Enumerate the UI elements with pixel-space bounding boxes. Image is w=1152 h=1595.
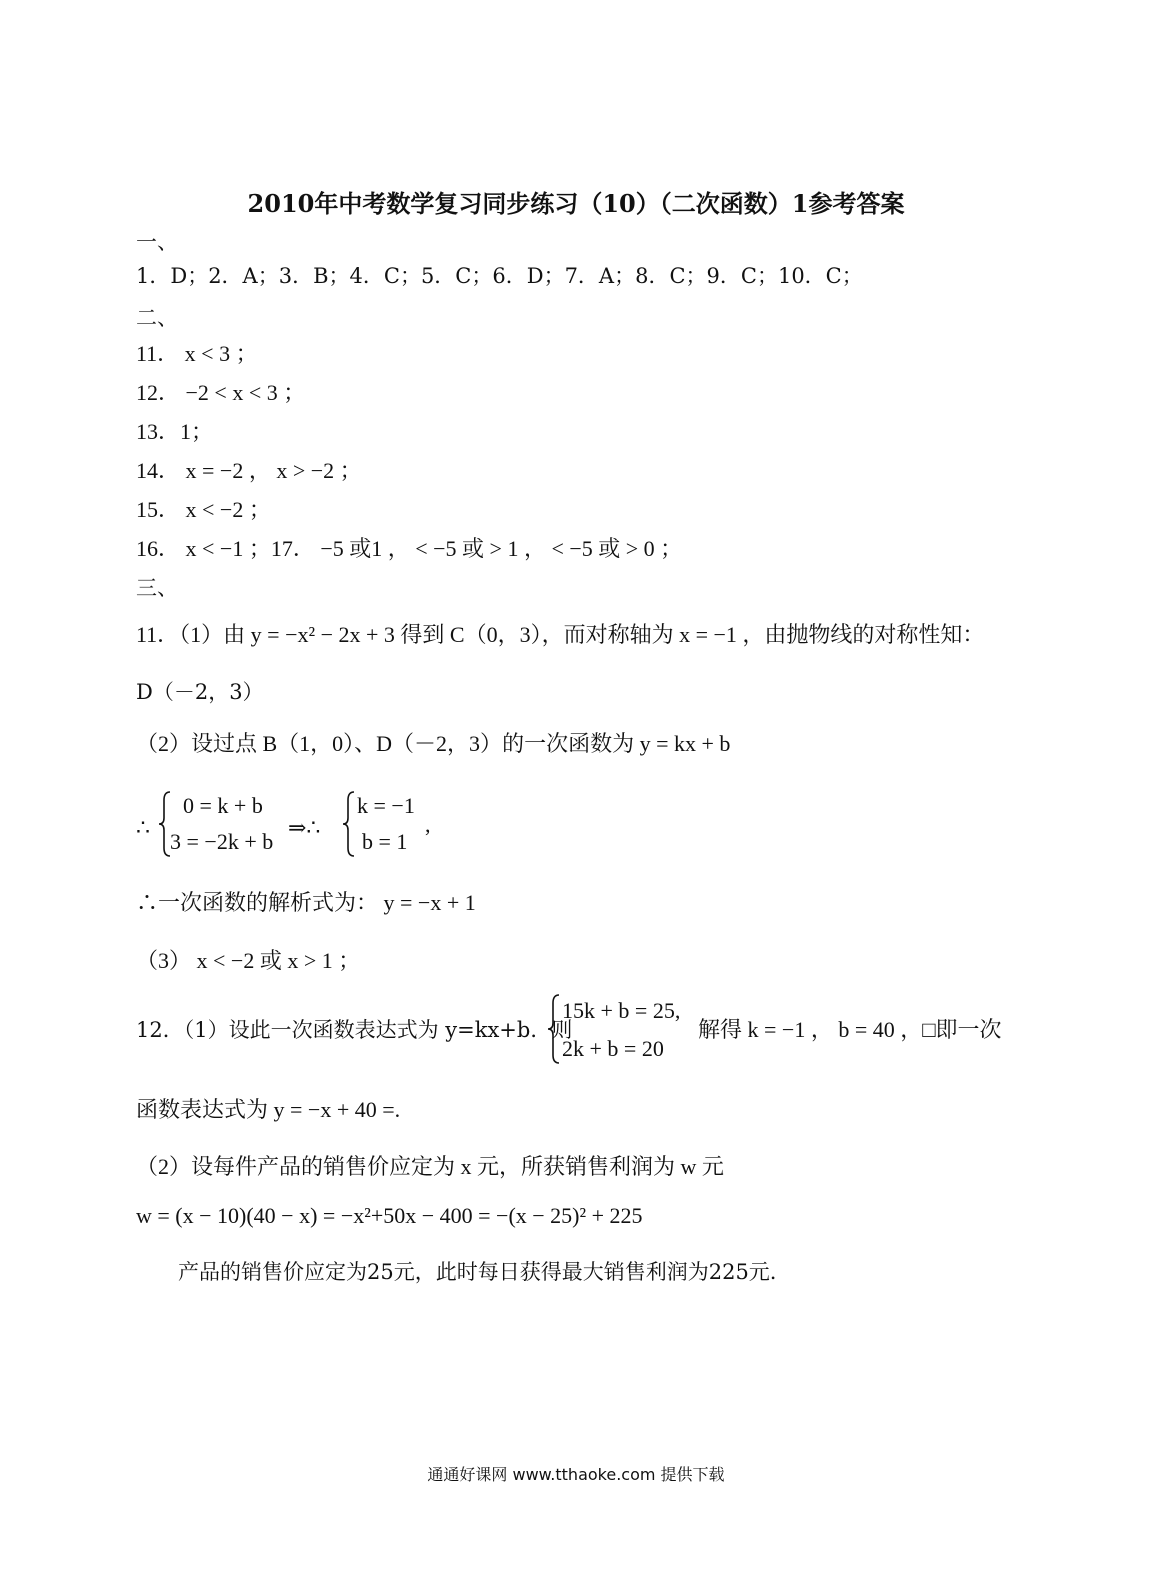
therefore-symbol: ∴ <box>136 815 150 840</box>
q12-part2: （2）设每件产品的销售价应定为 x 元，所获销售利润为 w 元 <box>136 1154 724 1179</box>
answer-14: 14． x = −2 ， x > −2 ； <box>136 458 362 483</box>
q12-system-row2: 2k + b = 20 <box>562 1036 664 1061</box>
system1-row1: 0 = k + b <box>183 793 263 818</box>
left-brace-icon <box>342 790 356 858</box>
document-title: 2010年中考数学复习同步练习（10）（二次函数）1参考答案 <box>247 189 905 218</box>
q12-profit-equation: w = (x − 10)(40 − x) = −x²+50x − 400 = −(x − 25)² + 225 <box>136 1203 643 1228</box>
q12-part1-post: 解得 k = −1 ， b = 40 ，□即一次 <box>698 1017 1002 1042</box>
system1-row2: 3 = −2k + b <box>170 829 274 854</box>
system2-row2: b = 1 <box>362 829 408 854</box>
section-heading-2: 二、 <box>136 306 178 330</box>
section-heading-1: 一、 <box>136 230 178 254</box>
footer-credit: 通通好课网 www.tthaoke.com 提供下载 <box>427 1465 725 1484</box>
answer-12: 12． −2 < x < 3 ； <box>136 380 306 405</box>
implies-symbol: ⇒∴ <box>288 815 321 840</box>
answer-16-17: 16． x < −1 ；17． −5 或1 ， < −5 或 > 1 ， < −5 或 > 0 ； <box>136 536 683 561</box>
q12-system-row1: 15k + b = 25, <box>562 998 681 1023</box>
left-brace-icon <box>547 993 561 1065</box>
q11-conclusion: ∴一次函数的解析式为： y = −x + 1 <box>136 890 476 915</box>
q11-part3: （3） x < −2 或 x > 1 ； <box>136 948 361 973</box>
q11-part1: 11．（1）由 y = −x² − 2x + 3 得到 C（0，3），而对称轴为 x = −1 ，由抛物线的对称性知： <box>136 622 985 647</box>
choice-answers: 1．D；2．A；3．B；4．C；5．C；6．D；7．A；8．C；9．C；10．C； <box>136 264 863 288</box>
q11-point-d: D（－2，3） <box>136 680 264 704</box>
answer-11: 11． x < 3 ； <box>136 341 258 366</box>
section-heading-3: 三、 <box>136 576 178 600</box>
q12-final-answer: 产品的销售价应定为25元，此时每日获得最大销售利润为225元. <box>178 1260 777 1284</box>
q11-part2: （2）设过点 B（1，0）、D（－2，3）的一次函数为 y = kx + b <box>136 731 731 756</box>
system2-comma: , <box>425 812 431 837</box>
system2-row1: k = −1 <box>357 793 415 818</box>
answer-13: 13．1； <box>136 419 214 444</box>
q12-part1-cont: 函数表达式为 y = −x + 40 =. <box>136 1097 401 1122</box>
q12-part1-pre: 12．（1）设此一次函数表达式为 y=kx+b．则 <box>136 1018 573 1042</box>
answer-15: 15． x < −2 ； <box>136 497 271 522</box>
